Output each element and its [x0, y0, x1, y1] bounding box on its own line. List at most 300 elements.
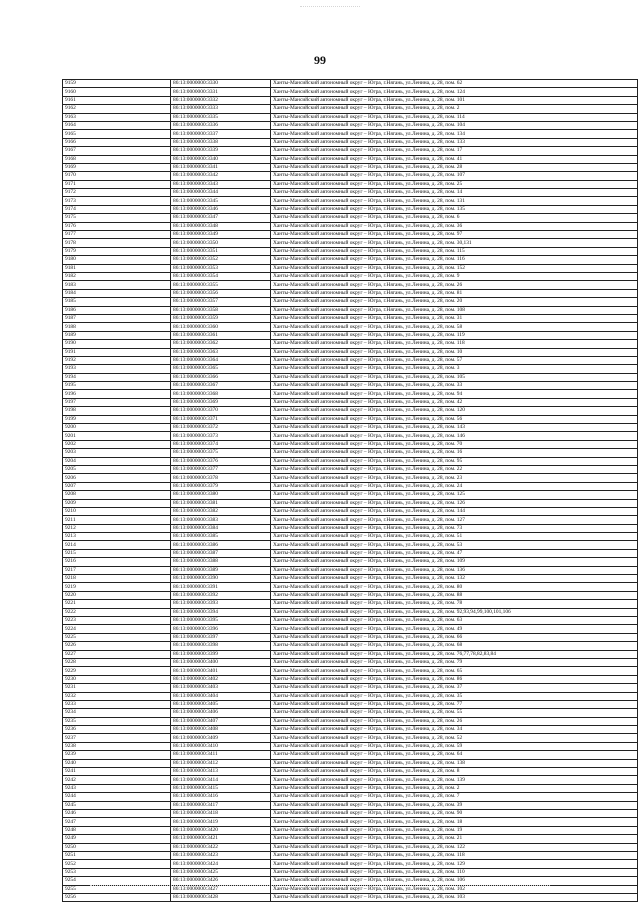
address: Ханты-Мансийский автономный округ – Югра, г.Нягань, ул.Ленина, д. 28, пом. 3 — [271, 365, 638, 373]
address: Ханты-Мансийский автономный округ – Югра, г.Нягань, ул.Ленина, д. 28, пом. 139 — [271, 776, 638, 784]
row-number: 9248 — [63, 826, 171, 834]
table-row — [63, 348, 638, 356]
row-number: 9211 — [63, 516, 171, 524]
table-row — [63, 516, 638, 524]
cadastral-number: 86:13:0000000:3404 — [171, 692, 271, 700]
row-number: 9200 — [63, 424, 171, 432]
row-number: 9247 — [63, 818, 171, 826]
table-row — [63, 617, 638, 625]
row-number: 9255 — [63, 885, 171, 893]
cadastral-number: 86:13:0000000:3356 — [171, 289, 271, 297]
address: Ханты-Мансийский автономный округ – Югра, г.Нягань, ул.Ленина, д. 28, пом. 19 — [271, 826, 638, 834]
table-row — [63, 398, 638, 406]
row-number: 9172 — [63, 189, 171, 197]
table-row — [63, 197, 638, 205]
cadastral-number: 86:13:0000000:3337 — [171, 130, 271, 138]
address: Ханты-Мансийский автономный округ – Югра, г.Нягань, ул.Ленина, д. 28, пом. 2 — [271, 105, 638, 113]
table-row — [63, 264, 638, 272]
address: Ханты-Мансийский автономный округ – Югра, г.Нягань, ул.Ленина, д. 28, пом. 26 — [271, 717, 638, 725]
table-row — [63, 147, 638, 155]
table-row — [63, 214, 638, 222]
address: Ханты-Мансийский автономный округ – Югра, г.Нягань, ул.Ленина, д. 28, пом. 144 — [271, 507, 638, 515]
table-row — [63, 818, 638, 826]
cadastral-number: 86:13:0000000:3415 — [171, 784, 271, 792]
table-row — [63, 650, 638, 658]
row-number: 9249 — [63, 835, 171, 843]
row-number: 9205 — [63, 465, 171, 473]
cadastral-number: 86:13:0000000:3374 — [171, 440, 271, 448]
scan-artifact — [300, 6, 360, 19]
table-row — [63, 239, 638, 247]
cadastral-number: 86:13:0000000:3357 — [171, 298, 271, 306]
cadastral-number: 86:13:0000000:3389 — [171, 566, 271, 574]
cadastral-number: 86:13:0000000:3414 — [171, 776, 271, 784]
cadastral-number: 86:13:0000000:3365 — [171, 365, 271, 373]
cadastral-number: 86:13:0000000:3364 — [171, 356, 271, 364]
row-number: 9242 — [63, 776, 171, 784]
cadastral-number: 86:13:0000000:3352 — [171, 256, 271, 264]
address: Ханты-Мансийский автономный округ – Югра, г.Нягань, ул.Ленина, д. 28, пом. 53 — [271, 541, 638, 549]
address: Ханты-Мансийский автономный округ – Югра, г.Нягань, ул.Ленина, д. 28, пом. 73 — [271, 524, 638, 532]
table-row — [63, 600, 638, 608]
row-number: 9173 — [63, 197, 171, 205]
cadastral-number: 86:13:0000000:3332 — [171, 96, 271, 104]
cadastral-number: 86:13:0000000:3428 — [171, 893, 271, 901]
row-number: 9222 — [63, 608, 171, 616]
cadastral-number: 86:13:0000000:3379 — [171, 482, 271, 490]
address: Ханты-Мансийский автономный округ – Югра, г.Нягань, ул.Ленина, д. 28, пом. 152 — [271, 264, 638, 272]
cadastral-number: 86:13:0000000:3392 — [171, 591, 271, 599]
cadastral-number: 86:13:0000000:3370 — [171, 407, 271, 415]
cadastral-number: 86:13:0000000:3360 — [171, 323, 271, 331]
table-row — [63, 759, 638, 767]
table-row — [63, 784, 638, 792]
cadastral-number: 86:13:0000000:3367 — [171, 382, 271, 390]
row-number: 9213 — [63, 533, 171, 541]
table-row — [63, 633, 638, 641]
address: Ханты-Мансийский автономный округ – Югра, г.Нягань, ул.Ленина, д. 28, пом. 120 — [271, 407, 638, 415]
address: Ханты-Мансийский автономный округ – Югра, г.Нягань, ул.Ленина, д. 28, пом. 51 — [271, 533, 638, 541]
table-row — [63, 155, 638, 163]
row-number: 9212 — [63, 524, 171, 532]
table-row — [63, 893, 638, 901]
table-row — [63, 449, 638, 457]
row-number: 9254 — [63, 877, 171, 885]
row-number: 9167 — [63, 147, 171, 155]
address: Ханты-Мансийский автономный округ – Югра, г.Нягань, ул.Ленина, д. 28, пом. 88 — [271, 591, 638, 599]
table-row — [63, 860, 638, 868]
cadastral-number: 86:13:0000000:3378 — [171, 474, 271, 482]
address: Ханты-Мансийский автономный округ – Югра, г.Нягань, ул.Ленина, д. 28, пом. 10 — [271, 348, 638, 356]
table-row — [63, 675, 638, 683]
address: Ханты-Мансийский автономный округ – Югра, г.Нягань, ул.Ленина, д. 28, пом. 138 — [271, 759, 638, 767]
cadastral-number: 86:13:0000000:3390 — [171, 575, 271, 583]
table-row — [63, 432, 638, 440]
cadastral-number: 86:13:0000000:3399 — [171, 650, 271, 658]
row-number: 9162 — [63, 105, 171, 113]
table-row — [63, 734, 638, 742]
cadastral-number: 86:13:0000000:3401 — [171, 667, 271, 675]
cadastral-number: 86:13:0000000:3341 — [171, 163, 271, 171]
row-number: 9194 — [63, 373, 171, 381]
cadastral-number: 86:13:0000000:3384 — [171, 524, 271, 532]
address: Ханты-Мансийский автономный округ – Югра, г.Нягань, ул.Ленина, д. 28, пом. 106 — [271, 877, 638, 885]
table-row — [63, 113, 638, 121]
address: Ханты-Мансийский автономный округ – Югра, г.Нягань, ул.Ленина, д. 28, пом. 108 — [271, 306, 638, 314]
table-row — [63, 306, 638, 314]
row-number: 9214 — [63, 541, 171, 549]
table-row — [63, 566, 638, 574]
page-number: 99 — [314, 53, 326, 67]
row-number: 9216 — [63, 558, 171, 566]
address: Ханты-Мансийский автономный округ – Югра, г.Нягань, ул.Ленина, д. 28, пом. 24 — [271, 482, 638, 490]
table-row — [63, 499, 638, 507]
table-row — [63, 382, 638, 390]
row-number: 9225 — [63, 633, 171, 641]
address: Ханты-Мансийский автономный округ – Югра, г.Нягань, ул.Ленина, д. 28, пом. 127 — [271, 516, 638, 524]
cadastral-number: 86:13:0000000:3333 — [171, 105, 271, 113]
row-number: 9204 — [63, 457, 171, 465]
cadastral-number: 86:13:0000000:3348 — [171, 222, 271, 230]
table-row — [63, 373, 638, 381]
cadastral-number: 86:13:0000000:3350 — [171, 239, 271, 247]
cadastral-number: 86:13:0000000:3425 — [171, 868, 271, 876]
cadastral-number: 86:13:0000000:3351 — [171, 247, 271, 255]
row-number: 9179 — [63, 247, 171, 255]
row-number: 9166 — [63, 138, 171, 146]
address: Ханты-Мансийский автономный округ – Югра, г.Нягань, ул.Ленина, д. 28, пом. 66 — [271, 633, 638, 641]
cadastral-number: 86:13:0000000:3363 — [171, 348, 271, 356]
address: Ханты-Мансийский автономный округ – Югра, г.Нягань, ул.Ленина, д. 28, пом. 126 — [271, 499, 638, 507]
row-number: 9183 — [63, 281, 171, 289]
cadastral-number: 86:13:0000000:3408 — [171, 726, 271, 734]
row-number: 9239 — [63, 751, 171, 759]
table-row — [63, 163, 638, 171]
cadastral-number: 86:13:0000000:3359 — [171, 314, 271, 322]
row-number: 9181 — [63, 264, 171, 272]
row-number: 9250 — [63, 843, 171, 851]
row-number: 9223 — [63, 617, 171, 625]
row-number: 9165 — [63, 130, 171, 138]
row-number: 9164 — [63, 121, 171, 129]
address: Ханты-Мансийский автономный округ – Югра, г.Нягань, ул.Ленина, д. 28, пом. 58 — [271, 323, 638, 331]
table-row — [63, 205, 638, 213]
cadastral-number: 86:13:0000000:3388 — [171, 558, 271, 566]
cadastral-number: 86:13:0000000:3393 — [171, 600, 271, 608]
address: Ханты-Мансийский автономный округ – Югра, г.Нягань, ул.Ленина, д. 28, пом. 110 — [271, 868, 638, 876]
cadastral-number: 86:13:0000000:3369 — [171, 398, 271, 406]
table-row — [63, 138, 638, 146]
address: Ханты-Мансийский автономный округ – Югра, г.Нягань, ул.Ленина, д. 28, пом. 34 — [271, 726, 638, 734]
row-number: 9176 — [63, 222, 171, 230]
row-number: 9236 — [63, 726, 171, 734]
row-number: 9168 — [63, 155, 171, 163]
table-row — [63, 524, 638, 532]
address: Ханты-Мансийский автономный округ – Югра, г.Нягань, ул.Ленина, д. 28, пом. 23 — [271, 474, 638, 482]
table-row — [63, 256, 638, 264]
row-number: 9186 — [63, 306, 171, 314]
address: Ханты-Мансийский автономный округ – Югра, г.Нягань, ул.Ленина, д. 28, пом. 16 — [271, 449, 638, 457]
row-number: 9246 — [63, 809, 171, 817]
cadastral-number: 86:13:0000000:3400 — [171, 658, 271, 666]
cadastral-number: 86:13:0000000:3355 — [171, 281, 271, 289]
cadastral-number: 86:13:0000000:3373 — [171, 432, 271, 440]
cadastral-number: 86:13:0000000:3417 — [171, 801, 271, 809]
cadastral-number: 86:13:0000000:3375 — [171, 449, 271, 457]
address: Ханты-Мансийский автономный округ – Югра, г.Нягань, ул.Ленина, д. 28, пом. 57 — [271, 356, 638, 364]
address: Ханты-Мансийский автономный округ – Югра, г.Нягань, ул.Ленина, д. 28, пом. 143 — [271, 424, 638, 432]
address: Ханты-Мансийский автономный округ – Югра, г.Нягань, ул.Ленина, д. 28, пом. 132 — [271, 575, 638, 583]
address: Ханты-Мансийский автономный округ – Югра, г.Нягань, ул.Ленина, д. 28, пом. 7 — [271, 793, 638, 801]
address: Ханты-Мансийский автономный округ – Югра, г.Нягань, ул.Ленина, д. 28, пом. 77 — [271, 700, 638, 708]
address: Ханты-Мансийский автономный округ – Югра, г.Нягань, ул.Ленина, д. 28, пом. 22 — [271, 465, 638, 473]
row-number: 9253 — [63, 868, 171, 876]
cadastral-number: 86:13:0000000:3342 — [171, 172, 271, 180]
cadastral-number: 86:13:0000000:3336 — [171, 121, 271, 129]
cadastral-number: 86:13:0000000:3366 — [171, 373, 271, 381]
cadastral-number: 86:13:0000000:3421 — [171, 835, 271, 843]
row-number: 9159 — [63, 80, 171, 88]
address: Ханты-Мансийский автономный округ – Югра, г.Нягань, ул.Ленина, д. 28, пом. 39 — [271, 801, 638, 809]
address: Ханты-Мансийский автономный округ – Югра, г.Нягань, ул.Ленина, д. 28, пом. 31 — [271, 314, 638, 322]
table-row — [63, 298, 638, 306]
table-row — [63, 96, 638, 104]
address: Ханты-Мансийский автономный округ – Югра, г.Нягань, ул.Ленина, д. 28, пом. 118 — [271, 340, 638, 348]
row-number: 9219 — [63, 583, 171, 591]
address: Ханты-Мансийский автономный округ – Югра, г.Нягань, ул.Ленина, д. 28, пом. 25 — [271, 180, 638, 188]
address: Ханты-Мансийский автономный округ – Югра, г.Нягань, ул.Ленина, д. 28, пом. 14 — [271, 189, 638, 197]
table-row — [63, 742, 638, 750]
table-row — [63, 877, 638, 885]
table-row — [63, 717, 638, 725]
cadastral-number: 86:13:0000000:3331 — [171, 88, 271, 96]
row-number: 9221 — [63, 600, 171, 608]
row-number: 9241 — [63, 768, 171, 776]
address: Ханты-Мансийский автономный округ – Югра, г.Нягань, ул.Ленина, д. 28, пом. 20 — [271, 298, 638, 306]
cadastral-number: 86:13:0000000:3361 — [171, 331, 271, 339]
address: Ханты-Мансийский автономный округ – Югра, г.Нягань, ул.Ленина, д. 28, пом. 59 — [271, 742, 638, 750]
cadastral-number: 86:13:0000000:3343 — [171, 180, 271, 188]
row-number: 9196 — [63, 390, 171, 398]
row-number: 9185 — [63, 298, 171, 306]
row-number: 9202 — [63, 440, 171, 448]
table-row — [63, 482, 638, 490]
row-number: 9163 — [63, 113, 171, 121]
table-row — [63, 835, 638, 843]
row-number: 9198 — [63, 407, 171, 415]
address: Ханты-Мансийский автономный округ – Югра, г.Нягань, ул.Ленина, д. 28, пом. 92,93,94,99,100,101,106 — [271, 608, 638, 616]
table-row — [63, 801, 638, 809]
cadastral-number: 86:13:0000000:3377 — [171, 465, 271, 473]
row-number: 9208 — [63, 491, 171, 499]
cadastral-number: 86:13:0000000:3406 — [171, 709, 271, 717]
table-row — [63, 314, 638, 322]
row-number: 9230 — [63, 675, 171, 683]
row-number: 9197 — [63, 398, 171, 406]
row-number: 9187 — [63, 314, 171, 322]
cadastral-number: 86:13:0000000:3349 — [171, 231, 271, 239]
cadastral-number: 86:13:0000000:3410 — [171, 742, 271, 750]
row-number: 9178 — [63, 239, 171, 247]
table-row — [63, 340, 638, 348]
cadastral-number: 86:13:0000000:3423 — [171, 851, 271, 859]
row-number: 9193 — [63, 365, 171, 373]
row-number: 9192 — [63, 356, 171, 364]
table-row — [63, 843, 638, 851]
row-number: 9190 — [63, 340, 171, 348]
row-number: 9160 — [63, 88, 171, 96]
address: Ханты-Мансийский автономный округ – Югра, г.Нягань, ул.Ленина, д. 28, пом. 135 — [271, 205, 638, 213]
cadastral-number: 86:13:0000000:3412 — [171, 759, 271, 767]
row-number: 9232 — [63, 692, 171, 700]
row-number: 9203 — [63, 449, 171, 457]
address: Ханты-Мансийский автономный округ – Югра, г.Нягань, ул.Ленина, д. 28, пом. 119 — [271, 331, 638, 339]
row-number: 9229 — [63, 667, 171, 675]
address: Ханты-Мансийский автономный округ – Югра, г.Нягань, ул.Ленина, д. 28, пом. 86 — [271, 675, 638, 683]
table-row — [63, 868, 638, 876]
address: Ханты-Мансийский автономный округ – Югра, г.Нягань, ул.Ленина, д. 28, пом. 97 — [271, 231, 638, 239]
table-row — [63, 700, 638, 708]
row-number: 9252 — [63, 860, 171, 868]
table-row — [63, 356, 638, 364]
address: Ханты-Мансийский автономный округ – Югра, г.Нягань, ул.Ленина, д. 28, пом. 80 — [271, 583, 638, 591]
cadastral-number: 86:13:0000000:3382 — [171, 507, 271, 515]
cadastral-number: 86:13:0000000:3330 — [171, 80, 271, 88]
address: Ханты-Мансийский автономный округ – Югра, г.Нягань, ул.Ленина, д. 28, пом. 116 — [271, 256, 638, 264]
row-number: 9245 — [63, 801, 171, 809]
row-number: 9228 — [63, 658, 171, 666]
cadastral-number: 86:13:0000000:3353 — [171, 264, 271, 272]
table-row — [63, 575, 638, 583]
address: Ханты-Мансийский автономный округ – Югра, г.Нягань, ул.Ленина, д. 28, пом. 52 — [271, 734, 638, 742]
address: Ханты-Мансийский автономный округ – Югра, г.Нягань, ул.Ленина, д. 28, пом. 6 — [271, 214, 638, 222]
table-row — [63, 231, 638, 239]
table-row — [63, 281, 638, 289]
address: Ханты-Мансийский автономный округ – Югра, г.Нягань, ул.Ленина, д. 28, пом. 146 — [271, 432, 638, 440]
cadastral-number: 86:13:0000000:3387 — [171, 549, 271, 557]
row-number: 9207 — [63, 482, 171, 490]
cadastral-number: 86:13:0000000:3371 — [171, 415, 271, 423]
address: Ханты-Мансийский автономный округ – Югра, г.Нягань, ул.Ленина, д. 28, пом. 30,131 — [271, 239, 638, 247]
address: Ханты-Мансийский автономный округ – Югра, г.Нягань, ул.Ленина, д. 28, пом. 104 — [271, 121, 638, 129]
row-number: 9243 — [63, 784, 171, 792]
address: Ханты-Мансийский автономный округ – Югра, г.Нягань, ул.Ленина, д. 28, пом. 56 — [271, 415, 638, 423]
row-number: 9217 — [63, 566, 171, 574]
cadastral-number: 86:13:0000000:3362 — [171, 340, 271, 348]
row-number: 9234 — [63, 709, 171, 717]
address: Ханты-Мансийский автономный округ – Югра, г.Нягань, ул.Ленина, д. 28, пом. 133 — [271, 138, 638, 146]
cadastral-number: 86:13:0000000:3402 — [171, 675, 271, 683]
cadastral-number: 86:13:0000000:3383 — [171, 516, 271, 524]
cadastral-number: 86:13:0000000:3396 — [171, 625, 271, 633]
address: Ханты-Мансийский автономный округ – Югра, г.Нягань, ул.Ленина, д. 28, пом. 49 — [271, 625, 638, 633]
cadastral-number: 86:13:0000000:3426 — [171, 877, 271, 885]
address: Ханты-Мансийский автономный округ – Югра, г.Нягань, ул.Ленина, д. 28, пом. 125 — [271, 491, 638, 499]
cadastral-number: 86:13:0000000:3405 — [171, 700, 271, 708]
cadastral-number: 86:13:0000000:3344 — [171, 189, 271, 197]
cadastral-number: 86:13:0000000:3340 — [171, 155, 271, 163]
address: Ханты-Мансийский автономный округ – Югра, г.Нягань, ул.Ленина, д. 28, пом. 42 — [271, 398, 638, 406]
cadastral-number: 86:13:0000000:3407 — [171, 717, 271, 725]
table-row — [63, 189, 638, 197]
table-row — [63, 121, 638, 129]
row-number: 9175 — [63, 214, 171, 222]
table-row — [63, 390, 638, 398]
table-row — [63, 684, 638, 692]
table-row — [63, 289, 638, 297]
table-row — [63, 809, 638, 817]
row-number: 9189 — [63, 331, 171, 339]
address: Ханты-Мансийский автономный округ – Югра, г.Нягань, ул.Ленина, д. 28, пом. 33 — [271, 382, 638, 390]
row-number: 9251 — [63, 851, 171, 859]
address: Ханты-Мансийский автономный округ – Югра, г.Нягань, ул.Ленина, д. 28, пом. 2 — [271, 784, 638, 792]
row-number: 9206 — [63, 474, 171, 482]
address: Ханты-Мансийский автономный округ – Югра, г.Нягань, ул.Ленина, д. 28, пом. 78 — [271, 600, 638, 608]
row-number: 9199 — [63, 415, 171, 423]
address: Ханты-Мансийский автономный округ – Югра, г.Нягань, ул.Ленина, д. 28, пом. 65 — [271, 667, 638, 675]
cadastral-number: 86:13:0000000:3418 — [171, 809, 271, 817]
row-number: 9235 — [63, 717, 171, 725]
row-number: 9174 — [63, 205, 171, 213]
table-row — [63, 365, 638, 373]
address: Ханты-Мансийский автономный округ – Югра, г.Нягань, ул.Ленина, д. 28, пом. 109 — [271, 558, 638, 566]
cadastral-number: 86:13:0000000:3422 — [171, 843, 271, 851]
table-row — [63, 105, 638, 113]
cadastral-number: 86:13:0000000:3413 — [171, 768, 271, 776]
address: Ханты-Мансийский автономный округ – Югра, г.Нягань, ул.Ленина, д. 28, пом. 95 — [271, 457, 638, 465]
address: Ханты-Мансийский автономный округ – Югра, г.Нягань, ул.Ленина, д. 28, пом. 94 — [271, 390, 638, 398]
cadastral-number: 86:13:0000000:3420 — [171, 826, 271, 834]
table-row — [63, 667, 638, 675]
address: Ханты-Мансийский автономный округ – Югра, г.Нягань, ул.Ленина, д. 28, пом. 107 — [271, 172, 638, 180]
table-row — [63, 726, 638, 734]
table-row — [63, 642, 638, 650]
cadastral-number: 86:13:0000000:3411 — [171, 751, 271, 759]
cadastral-number: 86:13:0000000:3424 — [171, 860, 271, 868]
table-row — [63, 768, 638, 776]
row-number: 9231 — [63, 684, 171, 692]
row-number: 9201 — [63, 432, 171, 440]
address: Ханты-Мансийский автономный округ – Югра, г.Нягань, ул.Ленина, д. 28, пом. 115 — [271, 247, 638, 255]
address: Ханты-Мансийский автономный округ – Югра, г.Нягань, ул.Ленина, д. 28, пом. 76,77,78,82,83,84 — [271, 650, 638, 658]
table-row — [63, 272, 638, 280]
address: Ханты-Мансийский автономный округ – Югра, г.Нягань, ул.Ленина, д. 28, пом. 134 — [271, 130, 638, 138]
table-row — [63, 424, 638, 432]
address: Ханты-Мансийский автономный округ – Югра, г.Нягань, ул.Ленина, д. 28, пом. 18 — [271, 818, 638, 826]
address: Ханты-Мансийский автономный округ – Югра, г.Нягань, ул.Ленина, д. 28, пом. 28 — [271, 163, 638, 171]
table-row — [63, 709, 638, 717]
table-row — [63, 541, 638, 549]
address: Ханты-Мансийский автономный округ – Югра, г.Нягань, ул.Ленина, д. 28, пом. 21 — [271, 835, 638, 843]
row-number: 9256 — [63, 893, 171, 901]
address: Ханты-Мансийский автономный округ – Югра, г.Нягань, ул.Ленина, д. 28, пом. 62 — [271, 80, 638, 88]
address: Ханты-Мансийский автономный округ – Югра, г.Нягань, ул.Ленина, д. 28, пом. 8 — [271, 768, 638, 776]
table-row — [63, 851, 638, 859]
row-number: 9182 — [63, 272, 171, 280]
address: Ханты-Мансийский автономный округ – Югра, г.Нягань, ул.Ленина, д. 28, пом. 79 — [271, 658, 638, 666]
cadastral-number: 86:13:0000000:3427 — [171, 885, 271, 893]
table-row — [63, 80, 638, 88]
row-number: 9237 — [63, 734, 171, 742]
address: Ханты-Мансийский автономный округ – Югра, г.Нягань, ул.Ленина, д. 28, пом. 63 — [271, 617, 638, 625]
table-row — [63, 591, 638, 599]
table-row — [63, 658, 638, 666]
row-number: 9170 — [63, 172, 171, 180]
table-row — [63, 440, 638, 448]
address: Ханты-Мансийский автономный округ – Югра, г.Нягань, ул.Ленина, д. 28, пом. 103 — [271, 893, 638, 901]
row-number: 9180 — [63, 256, 171, 264]
address: Ханты-Мансийский автономный округ – Югра, г.Нягань, ул.Ленина, д. 28, пом. 102 — [271, 885, 638, 893]
